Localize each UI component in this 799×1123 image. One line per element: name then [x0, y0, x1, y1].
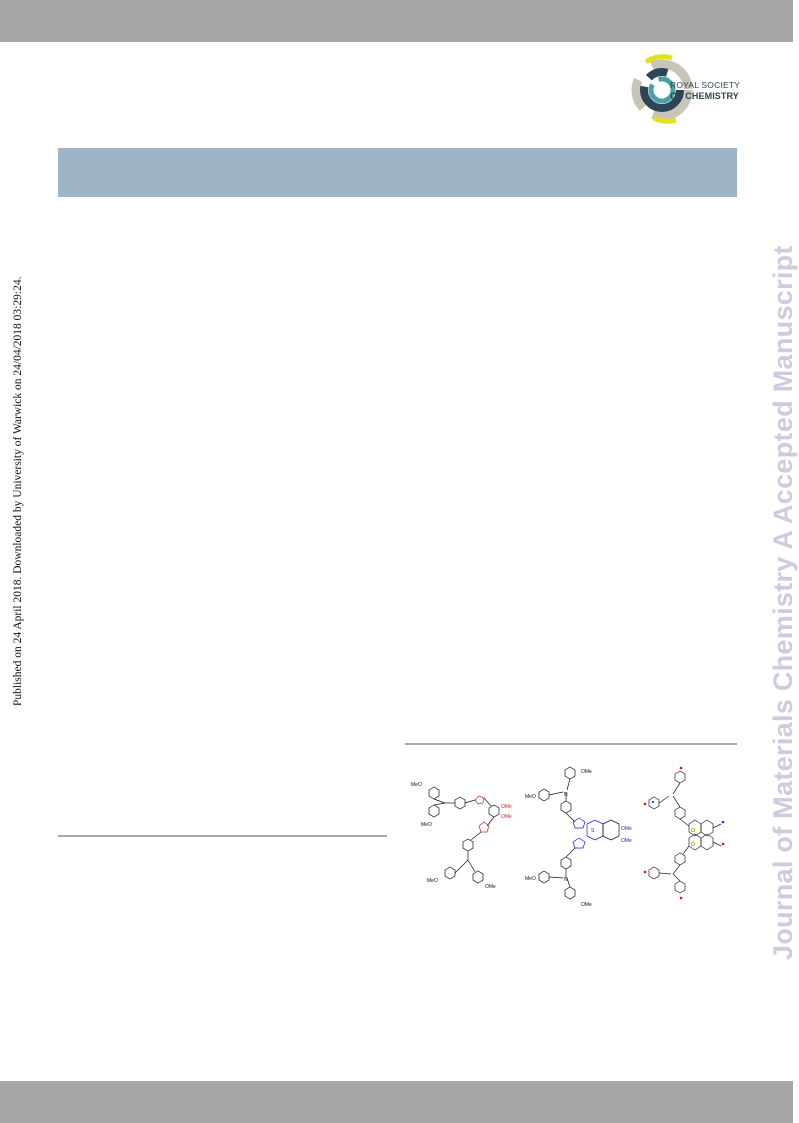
label-s-1: S — [591, 828, 595, 834]
label-ome-7: OMe — [581, 902, 592, 908]
bottom-gray-bar — [0, 1081, 793, 1123]
label-ome-1: OMe — [501, 804, 512, 810]
label-meo-1: MeO — [411, 782, 422, 788]
rsc-logo — [632, 52, 744, 128]
label-meo-3: MeO — [427, 878, 438, 884]
logo-line-2: OF CHEMISTRY — [670, 91, 739, 101]
label-ome-6: OMe — [621, 838, 632, 844]
label-n-1: N — [564, 792, 568, 798]
label-meo-4: MeO — [525, 794, 536, 800]
logo-line-1: ROYAL SOCIETY — [670, 80, 741, 90]
header-band — [58, 148, 737, 197]
label-meo-5: MeO — [525, 876, 536, 882]
accepted-manuscript-watermark: Journal of Materials Chemistry A Accepted Manuscript — [768, 245, 798, 960]
label-ome-2: OMe — [501, 814, 512, 820]
molecular-structures-figure — [405, 760, 737, 920]
publication-note: Published on 24 April 2018. Downloaded by University of Warwick on 24/04/2018 03:29:24. — [12, 276, 24, 706]
left-column-rule — [58, 835, 387, 837]
label-n-2: N — [564, 877, 568, 883]
structure-right — [649, 771, 721, 893]
label-meo-2: MeO — [421, 822, 432, 828]
structure-middle — [539, 767, 619, 899]
label-ome-5: OMe — [621, 826, 632, 832]
label-ome-4: OMe — [581, 769, 592, 775]
top-gray-bar — [0, 0, 793, 42]
structure-left — [429, 787, 499, 883]
label-ome-3: OMe — [485, 884, 496, 890]
right-column-rule — [405, 743, 737, 745]
